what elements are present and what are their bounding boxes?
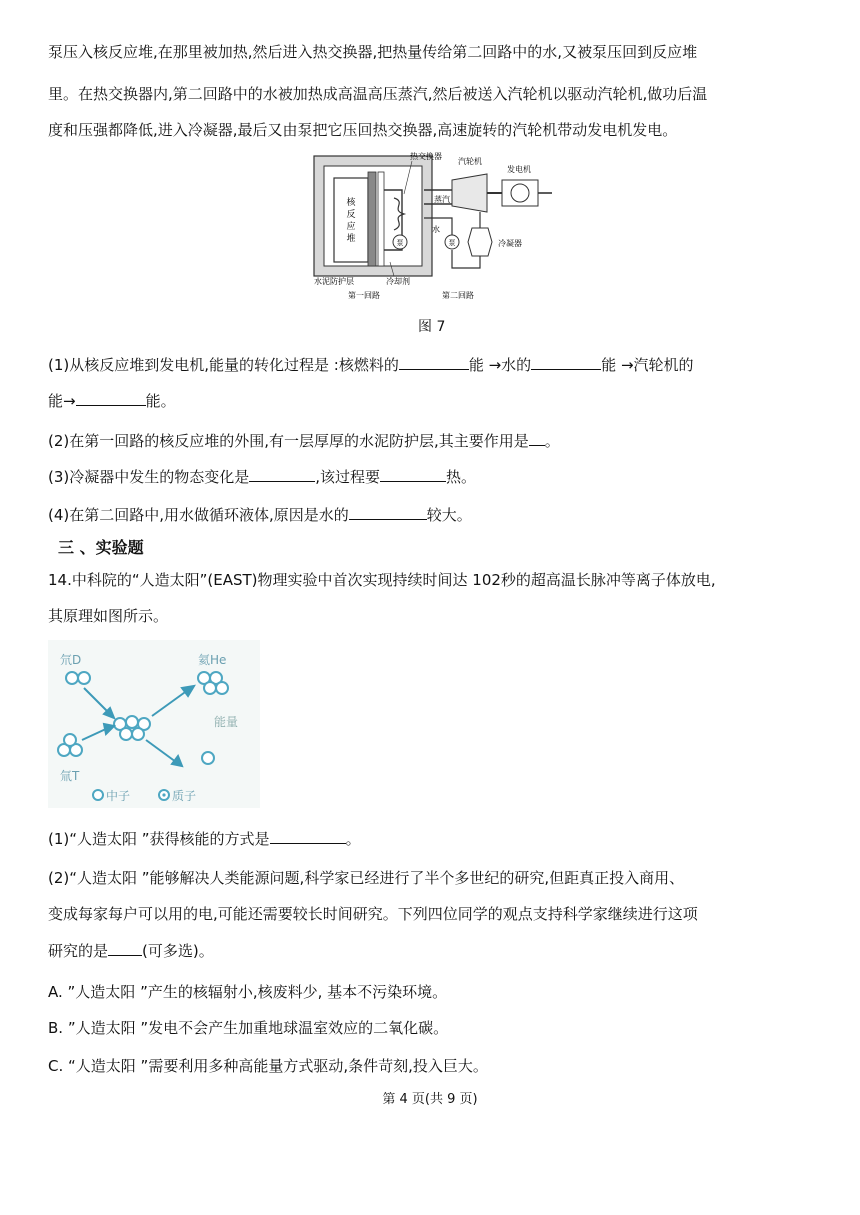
intro-line-3: 度和压强都降低,进入冷凝器,最后又由泵把它压回热交换器,高速旋转的汽轮机带动发电机发电。: [48, 121, 678, 139]
coolant-label: 冷却剂: [386, 277, 410, 286]
neutron-legend-icon: [93, 790, 103, 800]
answer-blank[interactable]: [531, 354, 601, 370]
answer-blank[interactable]: [529, 430, 545, 446]
q14-line-1: 14.中科院的“人造太阳”(EAST)物理实验中首次实现持续时间达 102秒的超高温长脉冲等离子体放电,: [48, 571, 716, 589]
option-a: A. ”人造太阳 ”产生的核辐射小,核废料少, 基本不污染环境。: [48, 983, 448, 1001]
q13-part-3: (3)冷凝器中发生的物态变化是 ,该过程要 热。: [48, 468, 477, 486]
q13-part-4: (4)在第二回路中,用水做循环液体,原因是水的 较大。: [48, 506, 472, 524]
turbine-label: 汽轮机: [458, 157, 482, 166]
neutron-legend-label: 中子: [106, 789, 131, 803]
answer-blank[interactable]: [380, 466, 446, 482]
q14-part-2-line-2: 变成每家每户可以用的电,可能还需要较长时间研究。下列四位同学的观点支持科学家继续进行这项: [48, 905, 698, 923]
answer-blank[interactable]: [399, 354, 469, 370]
deuterium-label: 氘D: [60, 653, 82, 667]
figure-7-caption: 图 7: [418, 319, 446, 335]
free-neutron: [202, 752, 214, 764]
option-c: C. “人造太阳 ”需要利用多种高能量方式驱动,条件苛刻,投入巨大。: [48, 1057, 488, 1075]
water-label: 水: [432, 225, 440, 234]
answer-blank[interactable]: [249, 466, 315, 482]
reactor-core: [334, 178, 368, 262]
figure-7-diagram: [312, 150, 562, 302]
tritium-label: 氚T: [60, 769, 80, 783]
q14-part-1: (1)“人造太阳 ”获得核能的方式是 。: [48, 830, 361, 848]
proton-legend-label: 质子: [172, 789, 197, 803]
loop-1-label: 第一回路: [348, 291, 380, 300]
section-heading: 三 、实验题: [58, 538, 144, 557]
cement-layer-label: 水泥防护层: [314, 277, 354, 286]
intro-line-2: 里。在热交换器内,第二回路中的水被加热成高温高压蒸汽,然后被送入汽轮机以驱动汽轮机,做功后温: [48, 85, 708, 103]
q13-part-1-line-2: 能→ 能。: [48, 392, 176, 410]
fusion-diagram: [48, 640, 260, 808]
page-footer: 第 4 页(共 9 页): [382, 1092, 478, 1107]
pump-1-label: 泵: [396, 239, 404, 247]
deuterium-nucleon: [78, 672, 90, 684]
energy-label: 能量: [214, 715, 239, 729]
reactor-label-4: 堆: [346, 234, 356, 244]
loop-2-label: 第二回路: [442, 291, 474, 300]
answer-blank[interactable]: [349, 504, 427, 520]
answer-blank[interactable]: [108, 940, 142, 956]
q14-part-2-line-3: 研究的是 (可多选)。: [48, 942, 214, 960]
condenser-label: 冷凝器: [498, 239, 522, 248]
heat-exchanger-label: 热交换器: [410, 152, 442, 161]
helium-label: 氦He: [198, 653, 227, 667]
condenser: [468, 228, 492, 256]
q14-line-2: 其原理如图所示。: [48, 607, 169, 625]
option-b: B. ”人造太阳 ”发电不会产生加重地球温室效应的二氧化碳。: [48, 1019, 449, 1037]
turbine: [452, 174, 487, 212]
tritium-nucleon: [64, 734, 76, 746]
steam-label: 蒸汽: [434, 195, 450, 204]
pump-2-label: 泵: [448, 239, 456, 247]
answer-blank[interactable]: [76, 390, 146, 406]
generator-label: 发电机: [507, 165, 531, 174]
reactor-label-1: 核: [346, 198, 356, 208]
q14-part-2-line-1: (2)“人造太阳 ”能够解决人类能源问题,科学家已经进行了半个多世纪的研究,但距真正投入商用、: [48, 869, 685, 887]
q13-part-1-line-1: (1)从核反应堆到发电机,能量的转化过程是 :核燃料的 能 →水的 能 →汽轮机的: [48, 356, 694, 374]
reactor-label-3: 应: [346, 222, 356, 232]
reactor-label-2: 反: [346, 210, 356, 220]
answer-blank[interactable]: [270, 828, 346, 844]
intro-line-1: 泵压入核反应堆,在那里被加热,然后进入热交换器,把热量传给第二回路中的水,又被泵压回到反应堆: [48, 43, 698, 61]
q13-part-2: (2)在第一回路的核反应堆的外围,有一层厚厚的水泥防护层,其主要作用是 。: [48, 432, 560, 450]
deuterium-nucleon: [66, 672, 78, 684]
